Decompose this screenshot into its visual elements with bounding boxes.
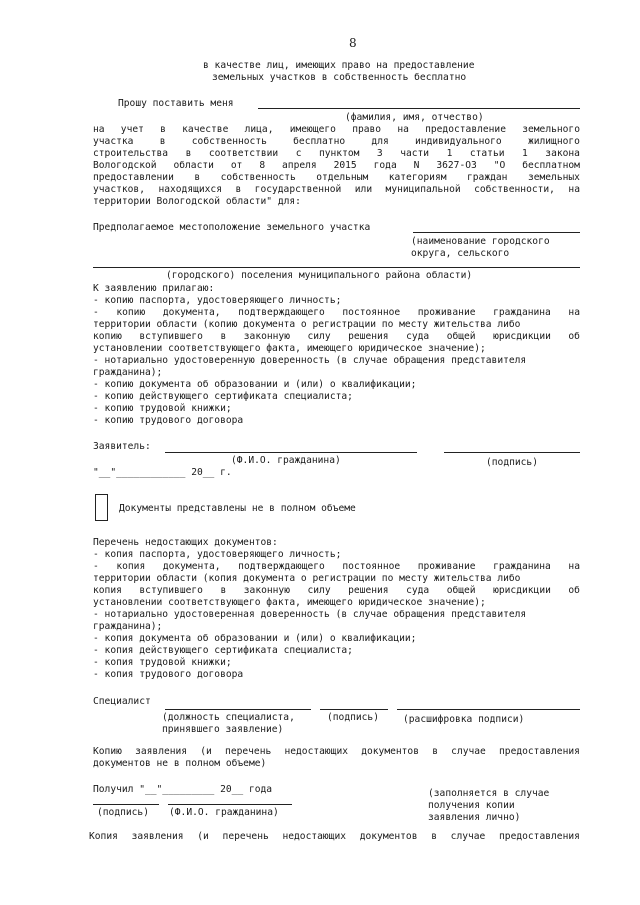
word: законную [243,585,290,596]
word: случае [450,831,486,842]
word: в [185,148,192,159]
heading-line-1: в качестве лиц, имеющих право на предоставление [203,60,475,71]
word: общей [446,331,476,342]
attachments-intro: К заявлению прилагаю: [93,283,215,294]
word: суда [406,331,430,342]
request-paragraph-line [93,136,580,148]
request-paragraph-line [93,184,580,196]
attachment-item: - нотариально удостоверенную доверенность (в случае обращения представителя [93,355,527,366]
word: части [400,148,430,159]
word: закона [545,148,580,159]
word: собственности, [474,184,555,195]
specialist-decoding-hint: (расшифровка подписи) [403,714,525,725]
word: документов [361,746,419,757]
missing-document-item: - копия действующего сертификата специалиста; [93,645,353,656]
word: проживание [417,561,476,572]
location-hint-line-1: (наименование городского [411,236,550,247]
fill-note-line-1: (заполняется в случае [428,788,550,799]
word: собственность [220,172,296,183]
word: копия [116,561,146,572]
word: на [568,184,580,195]
word: об [568,331,580,342]
word: бесплатном [522,160,580,171]
application-date[interactable]: "__"____________ 20__ г. [93,467,232,478]
word: учет [120,124,144,135]
location-label: Предполагаемое местоположение земельного участка [93,222,371,233]
word: Копия [89,831,118,842]
word: проживание [417,307,476,318]
attachment-item [93,307,580,319]
word: суда [406,585,430,596]
word: участков, [93,184,145,195]
word: - [93,561,99,572]
word: гражданина [493,307,551,318]
copy-received-line-1 [93,746,580,758]
location-hint-line-3: (городского) поселения муниципального района области) [166,270,473,281]
word: (и [197,831,209,842]
word: лица, [244,124,274,135]
word: "О [493,160,506,171]
word: документа, [162,307,221,318]
word: копия [93,585,122,596]
missing-document-item: - нотариально удостоверенная доверенность (в случае обращения представителя [93,609,527,620]
word: заявления [135,746,188,757]
missing-document-item: - копия паспорта, удостоверяющего личность; [93,549,342,560]
attachment-item: - копию трудового договора [93,415,244,426]
specialist-signature-line[interactable] [320,709,388,710]
specialist-label: Специалист [93,696,151,707]
specialist-position-hint-1: (должность специалиста, [162,712,295,723]
incomplete-label: Документы представлены не в полном объеме [119,503,356,514]
word: N [413,160,420,171]
attachment-item: гражданина); [93,367,163,378]
word: в [220,331,227,342]
word: 1 [522,148,528,159]
word: в [220,585,227,596]
applicant-signature-hint: (подпись) [486,457,538,468]
word: в [159,136,166,147]
attachment-item: территории области (копию документа о регистрации по месту жительства либо [93,319,521,330]
word: (и [200,746,212,757]
word: категориям [388,172,447,183]
received-fio-line[interactable] [168,804,292,805]
word: копию [116,307,146,318]
word: предоставление [425,124,506,135]
word: - [93,307,99,318]
attachment-item [93,331,580,343]
word: законную [243,331,290,342]
word: государственной [254,184,342,195]
specialist-signature-hint: (подпись) [327,712,379,723]
specialist-position-hint-2: принявшего заявление) [162,724,284,735]
word: недостающих [282,831,347,842]
word: в [160,124,166,135]
word: года [373,160,397,171]
missing-document-item [93,561,580,573]
word: или [354,184,373,195]
missing-document-item: - копия трудового договора [93,669,244,680]
missing-document-item: территории области (копия документа о регистрации по месту жительства либо [93,573,521,584]
word: муниципальной [385,184,461,195]
location-hint-line-2: округа, сельского [411,248,510,259]
copy-received-line-2: документов не в полном объеме) [93,758,267,769]
word: подтверждающего [238,307,325,318]
word: в [194,172,201,183]
word: земельного [522,124,580,135]
fill-note-line-3: заявления лично) [428,812,521,823]
word: гражданина [493,561,551,572]
word: апреля [282,160,317,171]
specialist-decoding-line[interactable] [397,709,580,710]
word: подтверждающего [238,561,325,572]
request-paragraph-line [93,172,580,184]
word: области [173,160,214,171]
heading-line-2: земельных участков в собственность бесплатно [212,72,467,83]
request-label: Прошу поставить меня [118,98,234,109]
request-paragraph-line [93,148,580,160]
word: находящихся [158,184,222,195]
word: перечень [222,831,269,842]
location-field-line-2[interactable] [93,267,580,268]
word: в [235,184,242,195]
request-paragraph-line [93,124,580,136]
word: собственность [191,136,267,147]
word: постоянное [342,561,401,572]
word: право [352,124,382,135]
received-signature-line[interactable] [93,804,159,805]
name-field-line[interactable] [258,108,580,109]
word: недостающих [284,746,349,757]
word: вступившего [139,585,203,596]
word: перечень [225,746,272,757]
word: 1 [446,148,453,159]
word: 3 [376,148,383,159]
attachment-item: - копию документа об образовании и (или) о квалификации; [93,379,417,390]
word: от [230,160,243,171]
missing-document-item: - копия документа об образовании и (или) о квалификации; [93,633,417,644]
applicant-signature-line[interactable] [444,452,580,453]
word: Вологодской [93,160,157,171]
applicant-fio-line[interactable] [165,452,417,453]
attachment-item: - копию трудовой книжки; [93,403,232,414]
word: юрисдикции [493,585,551,596]
missing-document-item: установлении соответствующего факта, имеющего юридическое значение); [93,597,486,608]
word: документов [359,831,418,842]
word: жилищного [527,136,580,147]
request-paragraph-line [93,160,580,172]
received-fio-hint: (Ф.И.О. гражданина) [169,807,279,818]
word: силу [307,585,331,596]
word: об [568,585,580,596]
applicant-fio-hint: (Ф.И.О. гражданина) [231,455,341,466]
fill-note-line-2: получения копии [428,800,515,811]
word: в [432,746,438,757]
word: решения [348,331,389,342]
copy-issued-line [89,831,580,843]
word: статьи [469,148,505,159]
word: 3627-ОЗ [436,160,477,171]
word: решения [348,585,389,596]
attachment-item: - копию паспорта, удостоверяющего личность; [93,295,342,306]
word: юрисдикции [493,331,551,342]
word: с [295,148,302,159]
request-paragraph-last-line: территории Вологодской области" для: [93,196,301,207]
word: постоянное [342,307,401,318]
word: на [568,561,580,572]
missing-documents-intro: Перечень недостающих документов: [93,537,278,548]
word: копию [93,331,122,342]
word: 8 [259,160,266,171]
specialist-position-line[interactable] [165,709,311,710]
missing-document-item [93,585,580,597]
word: на [93,124,105,135]
word: граждан [467,172,508,183]
word: на [397,124,409,135]
missing-document-item: гражданина); [93,621,163,632]
word: предоставления [499,746,580,757]
word: бесплатно [293,136,346,147]
word: Копию [93,746,122,757]
word: индивидуального [415,136,502,147]
location-field-line-1[interactable] [413,232,580,233]
word: соответствии [208,148,279,159]
page-number: 8 [349,36,357,50]
word: силу [307,331,331,342]
word: земельных [527,172,580,183]
received-signature-hint: (подпись) [97,807,149,818]
word: общей [446,585,476,596]
word: участка [93,136,134,147]
name-field-hint: (фамилия, имя, отчество) [345,112,484,123]
attachment-item: - копию действующего сертификата специалиста; [93,391,353,402]
missing-document-item: - копия трудовой книжки; [93,657,232,668]
attachment-item: установлении соответствующего факта, имеющего юридическое значение); [93,343,486,354]
word: вступившего [139,331,203,342]
word: строительства [93,148,169,159]
received-date[interactable]: Получил "__"_________ 20__ года [93,784,273,795]
word: качестве [182,124,229,135]
word: пунктом [318,148,360,159]
word: случае [451,746,486,757]
word: заявления [131,831,184,842]
word: в [431,831,437,842]
incomplete-checkbox[interactable] [95,494,108,521]
word: документа, [162,561,221,572]
word: предоставлении [93,172,174,183]
word: отдельным [316,172,369,183]
applicant-label: Заявитель: [93,441,151,452]
word: имеющего [289,124,336,135]
word: 2015 [333,160,357,171]
word: предоставления [499,831,580,842]
word: для [371,136,389,147]
word: на [568,307,580,318]
